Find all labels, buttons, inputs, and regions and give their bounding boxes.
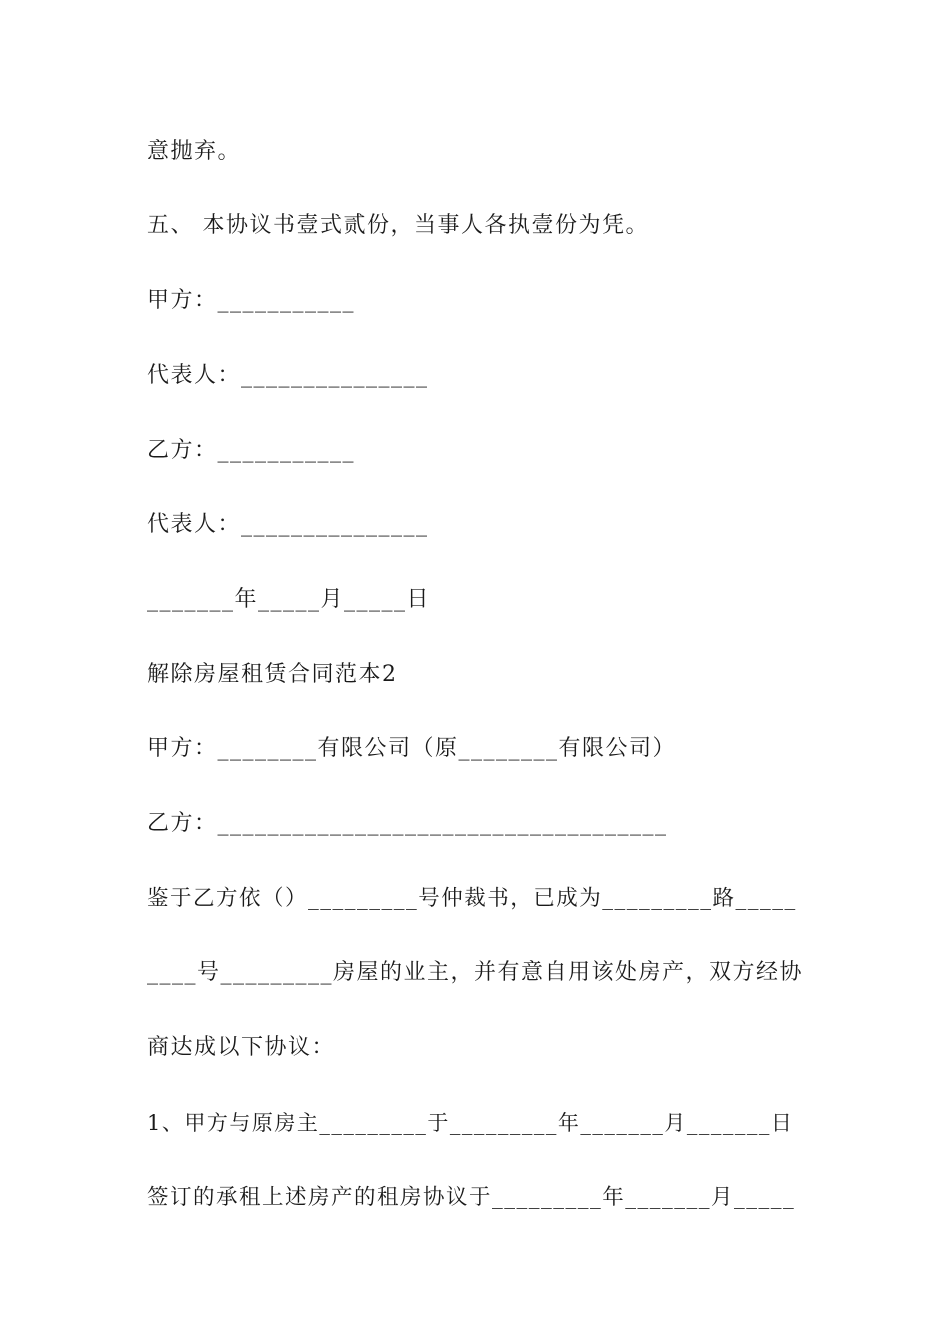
party-a-company-line: 甲方：________有限公司（原________有限公司）: [147, 736, 677, 761]
date-line: _______年_____月_____日: [147, 587, 431, 612]
section-title: 解除房屋租赁合同范本2: [147, 662, 398, 687]
text-line-clause-1a: 1、甲方与原房主_________于_________年_______月_______日: [147, 1111, 794, 1135]
text-line-clause-five: 五、 本协议书壹式贰份，当事人各执壹份为凭。: [147, 213, 649, 238]
text-line-abandon: 意抛弃。: [147, 139, 242, 164]
text-line-whereas-1: 鉴于乙方依（）_________号仲裁书，已成为_________路_____: [147, 886, 797, 911]
party-a-signature-line: 甲方：___________: [147, 288, 356, 313]
text-line-whereas-3: 商达成以下协议：: [147, 1035, 336, 1060]
party-b-representative-line: 代表人：_______________: [147, 512, 429, 537]
text-line-clause-1b: 签订的承租上述房产的租房协议于_________年_______月_____: [147, 1185, 796, 1210]
party-b-signature-line: 乙方：___________: [147, 438, 356, 463]
party-b-line: 乙方：____________________________________: [147, 811, 668, 836]
party-a-representative-line: 代表人：_______________: [147, 363, 429, 388]
text-line-whereas-2: ____号_________房屋的业主，并有意自用该处房产，双方经协: [147, 960, 804, 985]
